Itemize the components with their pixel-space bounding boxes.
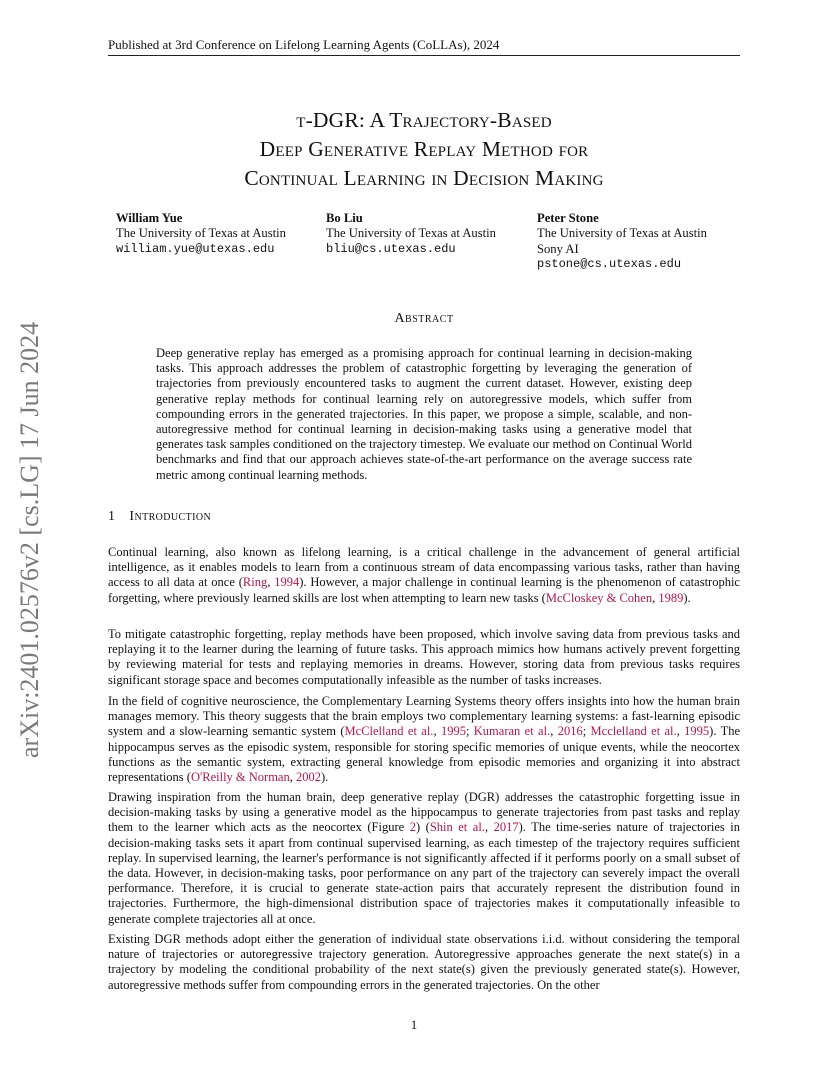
citation-year-link[interactable]: 1994 (274, 575, 300, 590)
intro-paragraph-4 (108, 790, 740, 927)
paragraph-text: In the field of cognitive neuroscience, the Complementary Learning Systems theory offers insights into how the human brain manages memory. This theory suggests that the brain employs two complementary learning systems: a fast-learning episodic system and a slow-learning semantic system ( (108, 694, 740, 739)
intro-paragraph-3 (108, 694, 740, 785)
intro-paragraph-2: To mitigate catastrophic forgetting, replay methods have been proposed, which involve saving data from previous tasks and replaying it to the learner during the learning of future tasks. This approach mimics how humans actively prevent forgetting by reviewing material for tests and replaying memories in dreams. However, storing data from previous tasks requires significant storage space and becomes computationally infeasible as the number of tasks increases. (108, 627, 740, 687)
author-affiliation-secondary: Sony AI (537, 241, 579, 256)
title-line-1: t-DGR: A Trajectory-Based (296, 108, 552, 132)
paragraph-text: ). (683, 590, 691, 605)
citation-link[interactable]: O'Reilly & Norman (190, 770, 290, 785)
paragraph-text: ). However, a major challenge in continual learning is the phenomenon of catastrophic forgetting, where previously learned skills are lost when attempting to learn new tasks ( (108, 575, 740, 605)
citation-year-link[interactable]: 1995 (684, 724, 710, 739)
author-name: Bo Liu (326, 211, 363, 225)
paragraph-text: Continual learning, also known as lifelong learning, is a critical challenge in the advancement of general artificial intelligence, as it enables models to learn from a continuous stream of data encompassing various tasks, rather than having access to all data at once ( (108, 545, 740, 590)
author-email: pstone@cs.utexas.edu (537, 257, 682, 272)
running-header: Published at 3rd Conference on Lifelong Learning Agents (CoLLAs), 2024 (108, 37, 740, 56)
citation-year-link[interactable]: 1989 (658, 590, 684, 605)
paragraph-text: ). The hippocampus serves as the episodic system, responsible for storing specific memories of unique events, while the neocortex functions as the semantic system, extracting general knowledge from episodic memories and organizing it into abstract representations ( (108, 724, 741, 785)
author-name: William Yue (116, 211, 183, 225)
paragraph-text: , (433, 724, 441, 739)
paragraph-text: ; (582, 724, 591, 739)
citation-year-link[interactable]: 2002 (295, 770, 321, 785)
section-number: 1 (108, 509, 116, 524)
paragraph-text: ). The time-series nature of trajectories in decision-making tasks sets it apart from continual supervised learning, as each timestep of the trajectory requires sufficient replay. In supervised learning, the learner's performance is not significantly affected if it performs poorly on a small subset of the data. However, in decision-making tasks, poor performance on any part of the trajectory can severely impact the overall performance. Therefore, it is crucial to generate state-action pairs that accurately represent the distribution found in trajectories. Furthermore, the high-dimensional distribution space of trajectories makes it computationally infeasible to generate complete trajectories all at once. (108, 820, 741, 926)
paragraph-text: , (289, 770, 296, 785)
title-line-3: Continual Learning in Decision Making (244, 166, 604, 190)
section-heading (108, 509, 211, 525)
paragraph-text: , (652, 590, 659, 605)
citation-link[interactable]: Ring (242, 575, 268, 590)
paragraph-text: , (267, 575, 275, 590)
abstract-heading: Abstract (394, 311, 454, 326)
citation-year-link[interactable]: 2017 (493, 820, 519, 835)
author-block-1 (116, 211, 286, 257)
author-name: Peter Stone (537, 211, 599, 225)
author-email: bliu@cs.utexas.edu (326, 241, 456, 256)
citation-link[interactable]: Kumaran et al. (473, 724, 551, 739)
paper-title (108, 106, 740, 193)
citation-link[interactable]: McCloskey & Cohen (545, 590, 653, 605)
author-block-3 (537, 211, 707, 273)
section-title: Introduction (129, 509, 212, 524)
author-affiliation: The University of Texas at Austin (326, 226, 496, 241)
paragraph-text: ). (320, 770, 329, 785)
abstract-text: Deep generative replay has emerged as a promising approach for continual learning in decision-making tasks. This approach addresses the problem of catastrophic forgetting by leveraging the generation of trajectories from previously encountered tasks to augment the current dataset. However, existing deep generative replay methods for continual learning rely on autoregressive models, which suffer from compounding errors in the generated trajectories. In this paper, we propose a simple, scalable, and non-autoregressive method for continual learning in decision-making tasks using a generative model that generates task samples conditioned on the trajectory timestep. We evaluate our method on Continual World benchmarks and find that our approach achieves state-of-the-art performance on the average success rate metric among continual learning methods. (156, 346, 692, 482)
citation-year-link[interactable]: 2016 (557, 724, 583, 739)
arxiv-side-label: arXiv:2401.02576v2 [cs.LG] 17 Jun 2024 (15, 321, 44, 758)
author-affiliation: The University of Texas at Austin (116, 226, 286, 241)
intro-paragraph-5: Existing DGR methods adopt either the generation of individual state observations i.i.d. without considering the temporal nature of trajectories or autoregressive trajectory generation. Autoregressive approaches generate the next state(s) in a trajectory by modeling the conditional probability of the next state(s) given the previously generated state(s). However, autoregressive methods suffer from compounding errors in the generated trajectories. On the other (108, 932, 740, 992)
citation-link[interactable]: Shin et al. (429, 820, 485, 835)
author-block-2 (326, 211, 496, 257)
paragraph-text: Drawing inspiration from the human brain, deep generative replay (DGR) addresses the catastrophic forgetting issue in decision-making tasks by using a generative model as the hippocampus to generate trajectories from past tasks and replay them to the learner which acts as the neocortex (Figure (108, 790, 740, 835)
figure-ref-link[interactable]: 2 (409, 820, 416, 835)
intro-paragraph-1 (108, 545, 740, 606)
paragraph-text: ) ( (415, 820, 430, 835)
author-email: william.yue@utexas.edu (116, 241, 275, 256)
author-affiliation: The University of Texas at Austin (537, 226, 707, 241)
paragraph-text: , (550, 724, 558, 739)
citation-link[interactable]: McClelland et al. (344, 724, 434, 739)
citation-link[interactable]: Mcclelland et al. (590, 724, 677, 739)
page-number: 1 (410, 1017, 418, 1032)
citation-year-link[interactable]: 1995 (440, 724, 466, 739)
paragraph-text: , (484, 820, 494, 835)
paragraph-text: , (676, 724, 685, 739)
paragraph-text: ; (465, 724, 474, 739)
title-line-2: Deep Generative Replay Method for (259, 137, 589, 161)
